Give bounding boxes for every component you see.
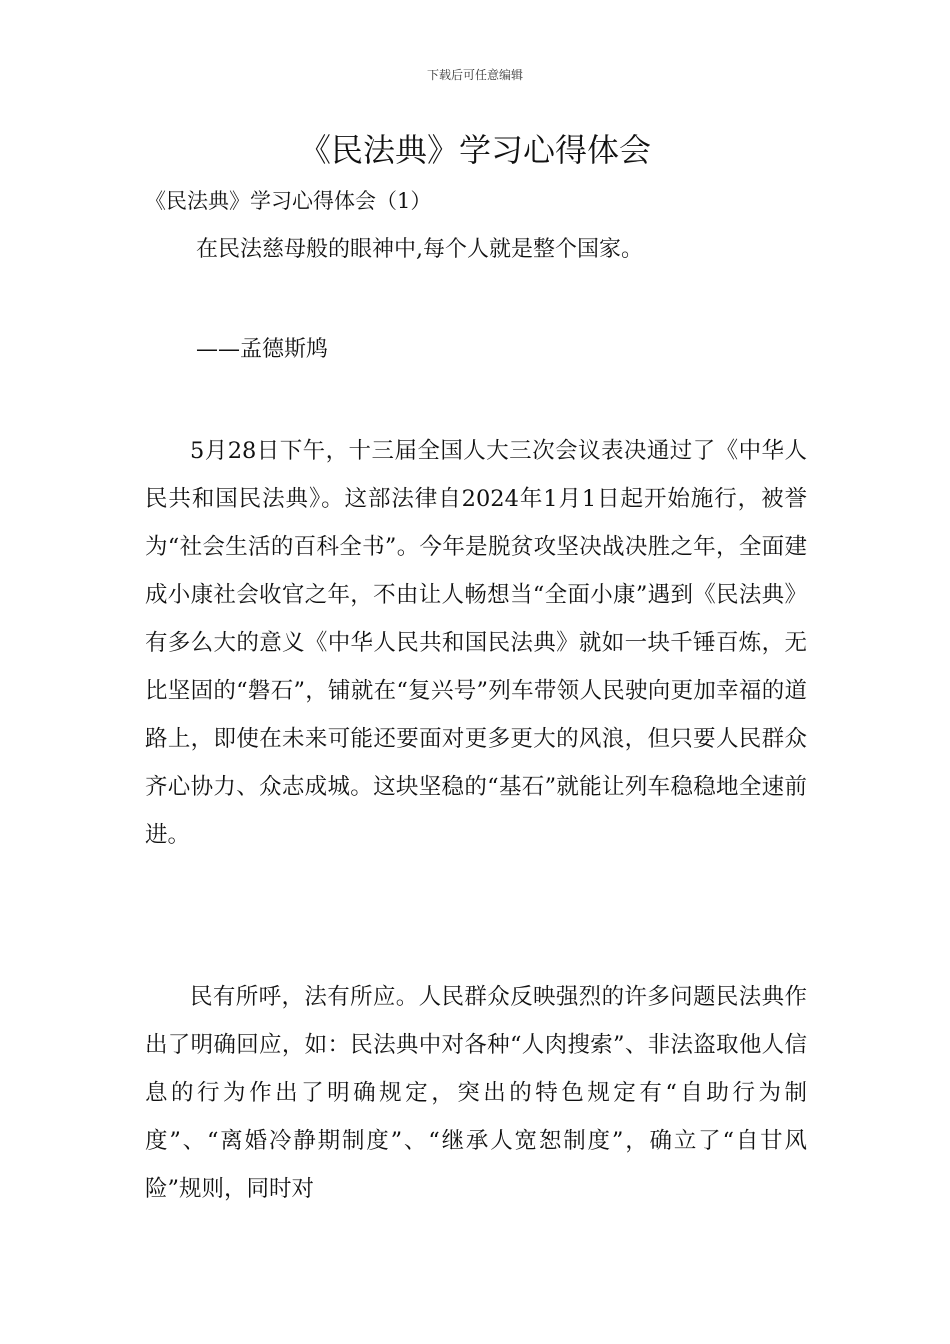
body-paragraph: 民有所呼，法有所应。人民群众反映强烈的许多问题民法典作出了明确回应，如：民法典中对各种“人肉搜索”、非法盗取他人信息的行为作出了明确规定，突出的特色规定有“自助行为制度”、“离婚冷静期制度”、“继承人宽恕制度”，确立了“自甘风险”规则，同时对 — [145, 984, 807, 1202]
header-note: 下载后可任意编辑 — [426, 68, 523, 82]
body-paragraph: 5月28日下午，十三届全国人大三次会议表决通过了《中华人民共和国民法典》。这部法律自2024年1月1日起开始施行，被誉为“社会生活的百科全书”。今年是脱贫攻坚决战决胜之年，全面建成小康社会收官之年，不由让人畅想当“全面小康”遇到《民法典》有多么大的意义《中华人民共和国民法典》就如一块千锤百炼，无比坚固的“磐石”，铺就在“复兴号”列车带领人民驶向更加幸福的道路上，即使在未来可能还要面对更多更大的风浪，但只要人民群众齐心协力、众志成城。这块坚稳的“基石”就能让列车稳稳地全速前进。 — [145, 438, 807, 848]
epigraph-quote: 在民法慈母般的眼神中,每个人就是整个国家。 — [196, 237, 643, 262]
epigraph-author: ——孟德斯鸠 — [196, 337, 329, 362]
document-subtitle: 《民法典》学习心得体会（1） — [145, 189, 432, 213]
document-title: 《民法典》学习心得体会 — [298, 131, 651, 169]
